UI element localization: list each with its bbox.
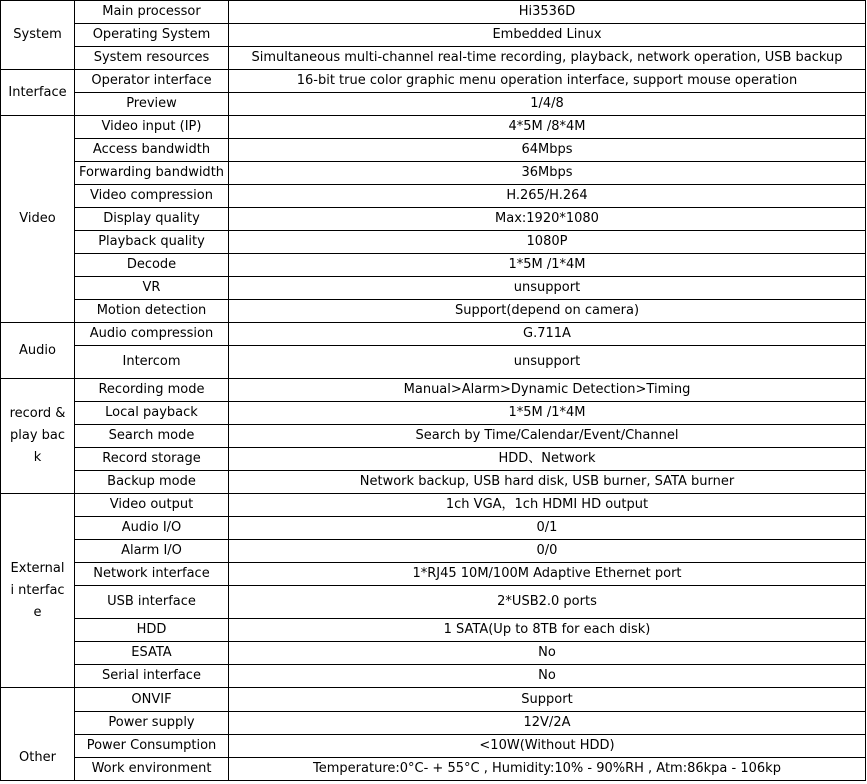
row-label: Serial interface xyxy=(75,665,229,688)
row-label: Intercom xyxy=(75,346,229,379)
row-value: 1*RJ45 10M/100M Adaptive Ethernet port xyxy=(229,563,866,586)
table-row xyxy=(1,162,866,185)
row-value: 1*5M /1*4M xyxy=(229,402,866,425)
row-value: 1/4/8 xyxy=(229,93,866,116)
row-value: G.711A xyxy=(229,323,866,346)
row-value: 16-bit true color graphic menu operation interface, support mouse operation xyxy=(229,70,866,93)
row-label: Network interface xyxy=(75,563,229,586)
table-row xyxy=(1,300,866,323)
row-label: System resources xyxy=(75,47,229,70)
row-label: Preview xyxy=(75,93,229,116)
row-value: No xyxy=(229,642,866,665)
row-label: Power supply xyxy=(75,712,229,735)
row-label: Video output xyxy=(75,494,229,517)
row-label: Display quality xyxy=(75,208,229,231)
row-value: unsupport xyxy=(229,346,866,379)
row-label: ONVIF xyxy=(75,688,229,712)
row-label: VR xyxy=(75,277,229,300)
table-row xyxy=(1,24,866,47)
row-label: Access bandwidth xyxy=(75,139,229,162)
row-value: Max:1920*1080 xyxy=(229,208,866,231)
row-value: Simultaneous multi-channel real-time recording, playback, network operation, USB backup xyxy=(229,47,866,70)
row-value: Search by Time/Calendar/Event/Channel xyxy=(229,425,866,448)
row-value: 12V/2A xyxy=(229,712,866,735)
row-label: Motion detection xyxy=(75,300,229,323)
table-row xyxy=(1,712,866,735)
table-row xyxy=(1,494,866,517)
row-value: No xyxy=(229,665,866,688)
table-row xyxy=(1,93,866,116)
row-value: 1ch VGA，1ch HDMI HD output xyxy=(229,494,866,517)
row-label: Operator interface xyxy=(75,70,229,93)
row-label: Alarm I/O xyxy=(75,540,229,563)
row-value: Temperature:0°C- + 55°C , Humidity:10% - 90%RH , Atm:86kpa - 106kp xyxy=(229,758,866,781)
row-value: H.265/H.264 xyxy=(229,185,866,208)
row-label: Video input (IP) xyxy=(75,116,229,139)
section-title-video: Video xyxy=(1,116,75,323)
row-label: USB interface xyxy=(75,586,229,619)
table-row xyxy=(1,758,866,781)
section-title-record-playback: record & play back xyxy=(1,379,75,494)
table-row xyxy=(1,231,866,254)
row-label: Search mode xyxy=(75,425,229,448)
row-label: Backup mode xyxy=(75,471,229,494)
row-value: Hi3536D xyxy=(229,1,866,24)
row-label: Decode xyxy=(75,254,229,277)
table-row xyxy=(1,1,866,24)
section-title-system: System xyxy=(1,1,75,70)
row-value: Embedded Linux xyxy=(229,24,866,47)
row-label: Work environment xyxy=(75,758,229,781)
table-row xyxy=(1,47,866,70)
row-value: 1*5M /1*4M xyxy=(229,254,866,277)
table-row xyxy=(1,688,866,712)
row-label: HDD xyxy=(75,619,229,642)
row-label: Recording mode xyxy=(75,379,229,402)
row-label: Local payback xyxy=(75,402,229,425)
row-label: Audio compression xyxy=(75,323,229,346)
table-row xyxy=(1,254,866,277)
table-row xyxy=(1,471,866,494)
table-row xyxy=(1,735,866,758)
table-row xyxy=(1,277,866,300)
table-row xyxy=(1,116,866,139)
row-label: Main processor xyxy=(75,1,229,24)
table-row xyxy=(1,379,866,402)
table-row xyxy=(1,586,866,619)
row-value: 0/1 xyxy=(229,517,866,540)
row-label: ESATA xyxy=(75,642,229,665)
table-row xyxy=(1,185,866,208)
row-value: Manual>Alarm>Dynamic Detection>Timing xyxy=(229,379,866,402)
table-row xyxy=(1,619,866,642)
table-row xyxy=(1,540,866,563)
table-row xyxy=(1,139,866,162)
table-row xyxy=(1,517,866,540)
row-value: 64Mbps xyxy=(229,139,866,162)
row-label: Power Consumption xyxy=(75,735,229,758)
table-row xyxy=(1,208,866,231)
row-value: Support xyxy=(229,688,866,712)
table-row xyxy=(1,402,866,425)
row-value: 0/0 xyxy=(229,540,866,563)
row-value: HDD、Network xyxy=(229,448,866,471)
table-row xyxy=(1,346,866,379)
table-row xyxy=(1,448,866,471)
section-title-other: Other xyxy=(1,688,75,781)
table-row xyxy=(1,425,866,448)
row-value: 36Mbps xyxy=(229,162,866,185)
row-value: 4*5M /8*4M xyxy=(229,116,866,139)
row-value: <10W(Without HDD) xyxy=(229,735,866,758)
section-title-external-interface: External i nterface xyxy=(1,494,75,688)
section-title-interface: Interface xyxy=(1,70,75,116)
row-value: Network backup, USB hard disk, USB burner, SATA burner xyxy=(229,471,866,494)
row-value: Support(depend on camera) xyxy=(229,300,866,323)
row-value: 1 SATA(Up to 8TB for each disk) xyxy=(229,619,866,642)
row-label: Forwarding bandwidth xyxy=(75,162,229,185)
table-row xyxy=(1,665,866,688)
row-label: Playback quality xyxy=(75,231,229,254)
row-label: Operating System xyxy=(75,24,229,47)
section-title-audio: Audio xyxy=(1,323,75,379)
row-label: Record storage xyxy=(75,448,229,471)
table-row xyxy=(1,642,866,665)
row-value: 1080P xyxy=(229,231,866,254)
table-row xyxy=(1,323,866,346)
row-value: unsupport xyxy=(229,277,866,300)
table-row xyxy=(1,70,866,93)
row-label: Video compression xyxy=(75,185,229,208)
table-row xyxy=(1,563,866,586)
row-label: Audio I/O xyxy=(75,517,229,540)
row-value: 2*USB2.0 ports xyxy=(229,586,866,619)
